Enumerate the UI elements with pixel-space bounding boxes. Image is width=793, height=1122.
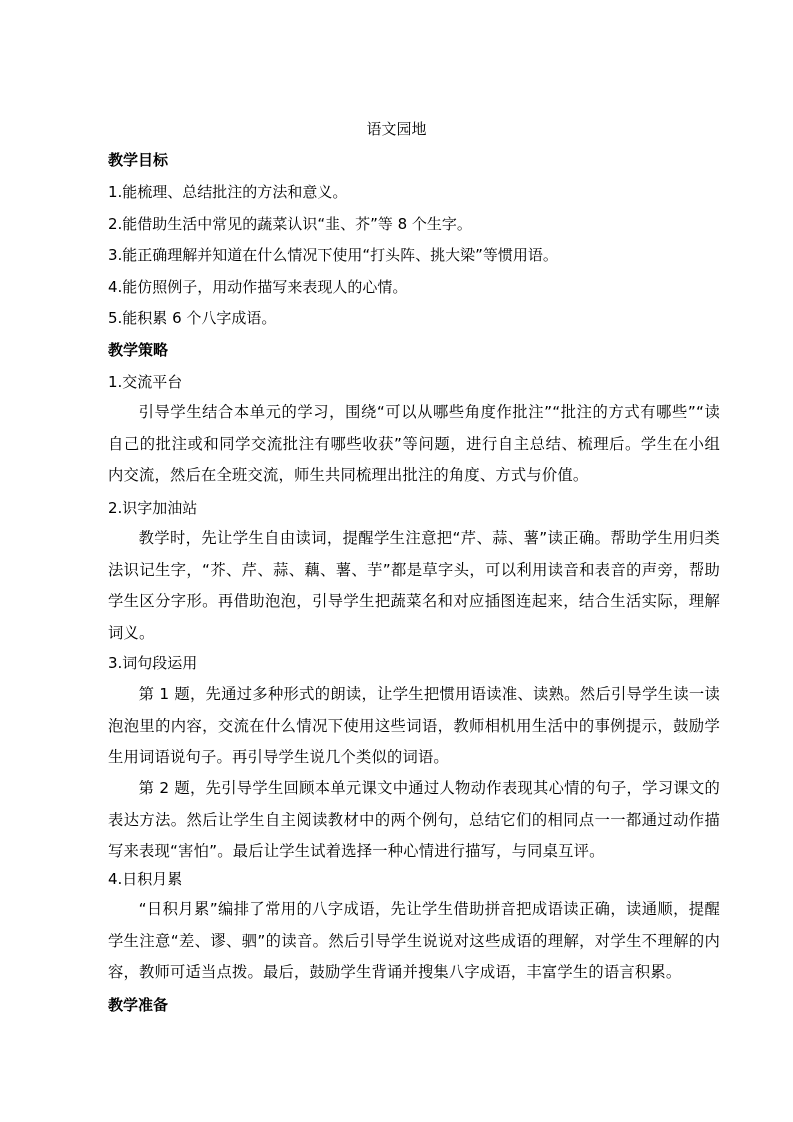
section-text-usage-q2: 第 2 题，先引导学生回顾本单元课文中通过人物动作表现其心情的句子，学习课文的表达方法。然后让学生自主阅读教材中的两个例句，总结它们的相同点一一都通过动作描写来表现“害怕”。最后让学生试着选择一种心情进行描写，与同桌互评。 [108,779,720,861]
goal-item: 4.能仿照例子，用动作描写来表现人的心情。 [108,278,408,296]
section-title-literacy: 2.识字加油站 [108,499,198,517]
goals-heading: 教学目标 [108,151,169,169]
section-title-accumulate: 4.日积月累 [108,870,183,888]
section-title-exchange: 1.交流平台 [108,373,183,391]
strategy-heading: 教学策略 [108,341,169,359]
section-text-accumulate: “日积月累”编排了常用的八字成语，先让学生借助拼音把成语读正确，读通顺，提醒学生注意“差、谬、驷”的读音。然后引导学生说说对这些成语的理解，对学生不理解的内容，教师可适当点拨。最后，鼓励学生背诵并搜集八字成语，丰富学生的语言积累。 [108,900,720,982]
goal-item: 2.能借助生活中常见的蔬菜认识“韭、芥”等 8 个生字。 [108,215,472,233]
goal-item: 1.能梳理、总结批注的方法和意义。 [108,183,348,201]
goal-item: 3.能正确理解并知道在什么情况下使用“打头阵、挑大梁”等惯用语。 [108,246,558,264]
section-text-exchange: 引导学生结合本单元的学习，围绕“可以从哪些角度作批注”“批注的方式有哪些”“读自己的批注或和同学交流批注有哪些收获”等问题，进行自主总结、梳理后。学生在小组内交流，然后在全班交流，师生共同梳理出批注的角度、方式与价值。 [108,403,720,485]
goal-item: 5.能积累 6 个八字成语。 [108,309,277,327]
section-text-literacy: 教学时，先让学生自由读词，提醒学生注意把“芹、蒜、薯”读正确。帮助学生用归类法识记生字，“芥、芹、蒜、藕、薯、芋”都是草字头，可以利用读音和表音的声旁，帮助学生区分字形。再借助泡泡，引导学生把蔬菜名和对应插图连起来，结合生活实际，理解词义。 [108,529,720,643]
page-title: 语文园地 [366,120,427,138]
section-text-usage-q1: 第 1 题，先通过多种形式的朗读，让学生把惯用语读准、读熟。然后引导学生读一读泡泡里的内容，交流在什么情况下使用这些词语，教师相机用生活中的事例提示，鼓励学生用词语说句子。再引导学生说几个类似的词语。 [108,685,720,767]
section-title-usage: 3.词句段运用 [108,654,198,672]
prep-heading: 教学准备 [108,996,169,1014]
